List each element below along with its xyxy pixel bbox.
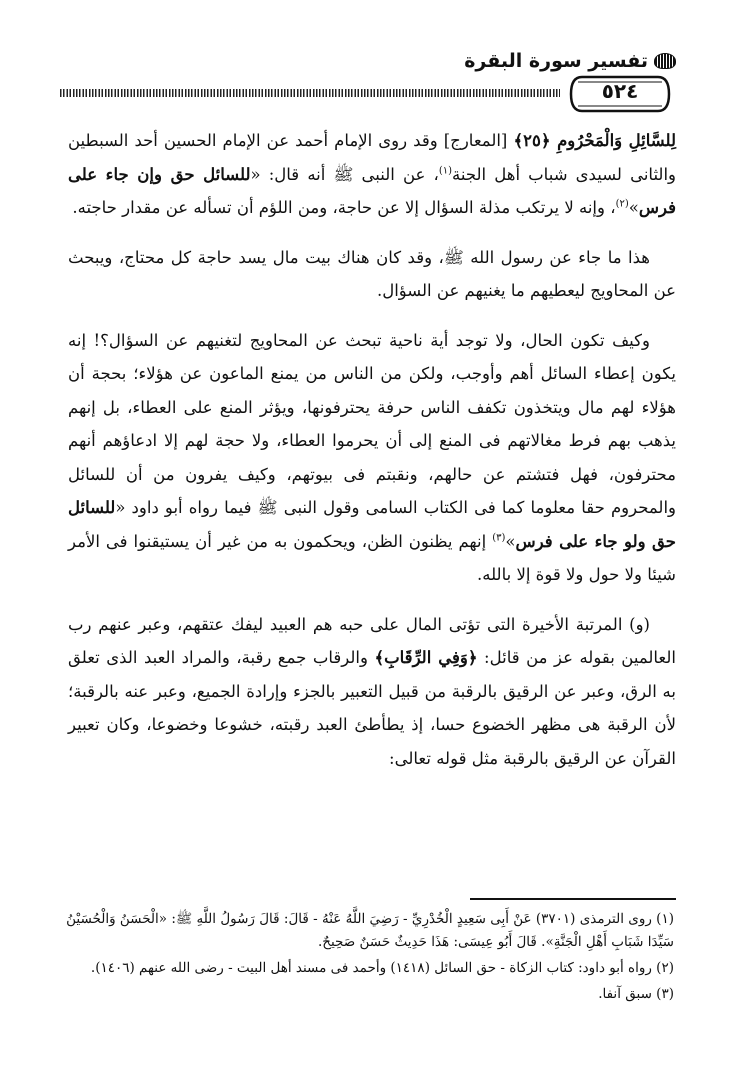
text-span: ، وإنه لا يرتكب مذلة السؤال إلا عن حاجة، ومن اللؤم أن تسأله عن مقدار حاجته. (72, 198, 616, 217)
footnote-3: (٣) سبق آنفا. (598, 986, 674, 1002)
main-text (68, 124, 676, 791)
running-header (464, 50, 676, 72)
footnote-2: (٢) رواه أبو داود: كتاب الزكاة - حق السائل (١٤١٨) وأحمد فى مسند أهل البيت - رضى الله عنهم (١٤٠٦). (90, 960, 674, 976)
footnote-ref-3: (٣) (492, 532, 506, 543)
ornament-icon (654, 53, 676, 69)
footnote-ref-1: (١) (438, 165, 453, 176)
footnotes (60, 908, 674, 1009)
paragraph-1 (68, 124, 676, 225)
hadith-quote: للسائل حق وإن جاء على فرس (68, 164, 676, 217)
quran-verse: ﴿وَفِي الرِّقَابِ﴾ (374, 648, 478, 667)
paragraph-2: هذا ما جاء عن رسول الله ﷺ، وقد كان هناك بيت مال يسد حاجة كل محتاج، ويبحث عن المحاويج ليعطيهم ما يغنيهم عن السؤال. (68, 247, 676, 300)
header-title: تفسير سورة البقرة (464, 50, 648, 72)
paragraph-4 (68, 608, 676, 776)
footnote-ref-2: (٢) (615, 198, 629, 210)
text-span: » (628, 198, 639, 217)
header-rule (60, 89, 560, 97)
footnote-separator (470, 898, 676, 900)
text-span: (و) المرتبة الأخيرة التى تؤتى المال على حبه هم العبيد ليفك عتقهم، وعبر عنهم رب العالمين بقوله عز من قائل: (68, 614, 676, 667)
text-span: [المعارج] وقد روى الإمام أحمد عن الإمام الحسين أحد السبطين والثانى لسيدى شباب أهل الجنة (68, 131, 676, 184)
quran-verse: لِلسَّائِلِ وَالْمَحْرُومِ ﴿٢٥﴾ (513, 131, 676, 150)
page-number-badge (568, 74, 672, 114)
page-number: ٥٢٤ (601, 79, 639, 103)
text-span: » (505, 531, 516, 551)
hadith-quote: للسائل حق ولو جاء على فرس (68, 498, 676, 551)
text-span: وكيف تكون الحال، ولا توجد أية ناحية تبحث عن المحاويج لتغنيهم عن السؤال؟! إنه يكون إعطاء السائل أهم وأوجب، ولكن من الناس من يمنع الماعون عن هؤلاء؛ بحجة أن هؤلاء لهم مال ويتخذون تكفف الناس حرفة يحترفونها، ويؤثر المنع على العطاء، بل إنهم يذهب بهم فرط مغالاتهم فى المنع إلى أن يحرموا العطاء، ولا حجة لهم إلا ادعاؤهم أنهم محترفون، فهل فتشتم عن حالهم، ونقبتم فى بيوتهم، وكيف يفرون من أن للسائل والمحروم حقا معلوما كما فى الكتاب السامى وقول النبى ﷺ فيما رواه أبو داود « (68, 330, 676, 517)
text-span: ، عن النبى ﷺ أنه قال: « (250, 164, 439, 184)
page-header (60, 38, 676, 120)
paragraph-3 (68, 324, 676, 592)
text-span: إنهم يظنون الظن، ويحكمون به من غير أن يستيقنوا فى الأمر شيئا ولا حول ولا قوة إلا بالله. (68, 531, 676, 584)
text-span: والرقاب جمع رقبة، والمراد العبد الذى تعلق به الرق، وعبر عن الرقيق بالرقبة من قبيل التعبير بالجزء وإرادة الجميع، وعبر عنه بالرقبة؛ لأن الرقبة هى مظهر الخضوع حسا، إذ يطأطئ العبد رقبته، خشوعا وخضوعا، وكان تعبير القرآن عن الرقيق بالرقبة مثل قوله تعالى: (68, 648, 676, 768)
footnote-1: (١) روى الترمذى (٣٧٠١) عَنْ أَبِى سَعِيدٍ الْخُدْرِيِّ - رَضِيَ اللَّهُ عَنْهُ - قَالَ: قَالَ رَسُولُ اللَّهِ ﷺ: «الْحَسَنُ وَالْحُسَيْنُ سَيِّدَا شَبَابِ أَهْلِ الْجَنَّةِ». قَالَ أَبُو عِيسَى: هَذَا حَدِيثٌ حَسَنٌ صَحِيحٌ. (66, 911, 674, 950)
